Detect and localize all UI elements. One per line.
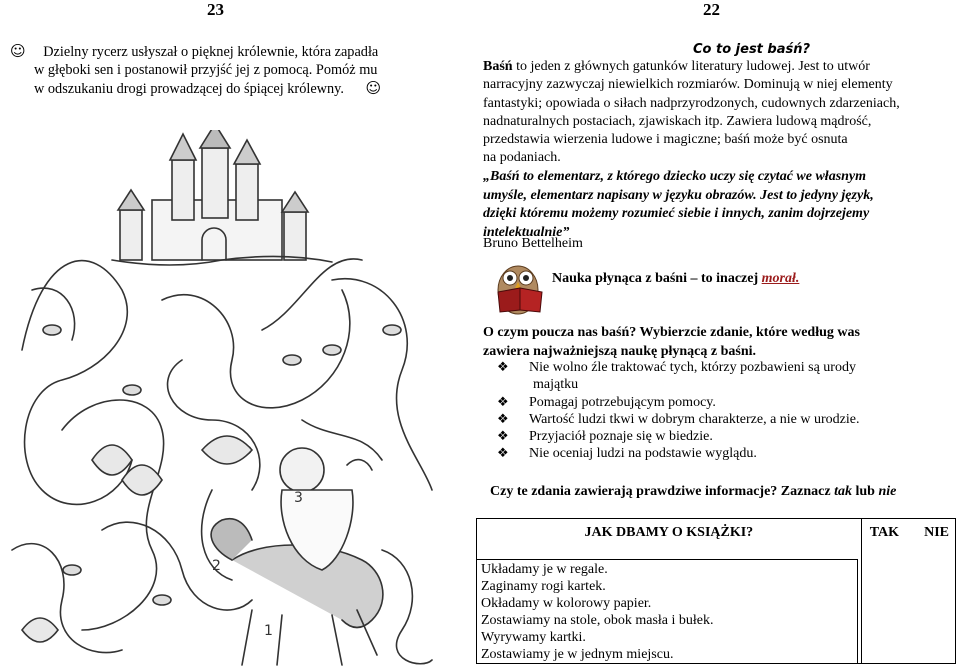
section-heading: Co to jest baśń? [693, 42, 811, 57]
moral-line [552, 271, 799, 287]
table-header [477, 519, 862, 546]
bettelheim-quote [483, 168, 953, 242]
list-item-text: majątku [533, 377, 579, 393]
lesson-list [483, 359, 953, 463]
intro-line-1: Dzielny rycerz usłyszał o pięknej królewnie, która zapadła [43, 44, 379, 60]
page-number-left: 23 [207, 0, 224, 19]
intro-line-3: w odszukaniu drogi prowadzącej do śpiącej królewny. [34, 81, 344, 97]
table-rows-cell [477, 545, 862, 664]
table-row: Okładamy w kolorowy papier. [481, 596, 652, 611]
table-header-label: JAK DBAMY O KSIĄŻKI? [584, 525, 754, 540]
definition-line: narracyjny zazwyczaj niewielkich rozmiarów. Dominują w niej elementy [483, 77, 893, 93]
definition-line: przedstawia wierzenia ludowe i magiczne; baśń może być osnuta [483, 132, 848, 148]
truth-question-nie: nie [878, 484, 897, 499]
table-row: Wyrywamy kartki. [481, 630, 586, 645]
list-item-text: Pomagaj potrzebującym pomocy. [529, 394, 716, 410]
diamond-bullet-icon: ❖ [497, 429, 509, 445]
truth-question [490, 484, 896, 500]
list-item [483, 394, 953, 411]
maze-label-1: 1 [264, 623, 273, 639]
knight-on-horse-icon [211, 448, 383, 665]
table-row: Układamy je w regale. [481, 562, 608, 577]
page-number-right: 22 [703, 0, 720, 19]
smiley-icon: ☺ [10, 42, 26, 60]
list-item [483, 359, 953, 376]
list-item [483, 445, 953, 462]
list-item-text: Nie wolno źle traktować tych, którzy pozbawieni są urody [529, 360, 856, 375]
definition-line: to jeden z głównych gatunków literatury ludowej. Jest to utwór [512, 59, 870, 74]
quote-line: dzięki któremu możemy rozumieć siebie i innych, zanim dojrzejemy [483, 206, 870, 222]
truth-question-tak: tak [834, 484, 852, 499]
maze-illustration [2, 130, 442, 670]
quote-line: intelektualnie” [483, 224, 570, 240]
intro-text [10, 42, 440, 98]
moral-label: Nauka płynąca z baśni – to inaczej [552, 271, 762, 286]
definition-paragraph [483, 58, 953, 168]
owl-reading-icon [490, 260, 548, 316]
diamond-bullet-icon: ❖ [497, 446, 509, 462]
smiley-icon: ☺ [365, 79, 382, 97]
question-line: zawiera najważniejszą naukę płynącą z baśni. [483, 344, 756, 359]
quote-line: umyśle, elementarz napisany w języku obrazów. Jest to jedyny język, [483, 187, 874, 203]
castle-icon [112, 130, 332, 265]
definition-line: nadnaturalnych postaciach, zjawiskach itp. Zawiera ludową mądrość, [483, 113, 872, 129]
list-item [483, 428, 953, 445]
diamond-bullet-icon: ❖ [497, 411, 509, 427]
truth-question-middle: lub [851, 484, 879, 499]
truth-question-prefix: Czy te zdania zawierają prawdziwe informacje? Zaznacz [490, 484, 835, 499]
question-line: O czym poucza nas baśń? Wybierzcie zdanie, które według was [483, 325, 860, 340]
list-item-text: Wartość ludzi tkwi w dobrym charakterze, a nie w urodzie. [529, 411, 860, 427]
list-item-text: Nie oceniaj ludzi na podstawie wyglądu. [529, 446, 757, 462]
col-nie: NIE [924, 525, 949, 540]
quote-author: Bruno Bettelheim [483, 236, 583, 251]
list-item [483, 376, 953, 393]
book-care-table [476, 518, 956, 664]
list-item-text: Przyjaciół poznaje się w biedzie. [529, 429, 713, 445]
diamond-bullet-icon: ❖ [497, 394, 509, 410]
table-row: Zostawiamy na stole, obok masła i bułek. [481, 613, 714, 628]
maze-label-2: 2 [212, 558, 221, 574]
moral-word: morał. [761, 271, 800, 286]
quote-line: „Baśń to elementarz, z którego dziecko uczy się czytać we własnym [483, 169, 867, 184]
list-item [483, 411, 953, 428]
table-row: Zostawiamy je w jednym miejscu. [481, 647, 674, 662]
definition-line: na podaniach. [483, 150, 561, 166]
tak-nie-header [862, 519, 955, 541]
col-tak: TAK [869, 525, 900, 540]
diamond-bullet-icon: ❖ [497, 360, 509, 375]
intro-line-2: w głęboki sen i postanowił przyjść jej z pomocą. Pomóż mu [34, 62, 378, 78]
question-text [483, 323, 860, 361]
maze-label-3: 3 [294, 490, 303, 506]
definition-line: fantastyki; opowiada o siłach nadprzyrodzonych, cudownych zdarzeniach, [483, 95, 900, 111]
table-row: Zaginamy rogi kartek. [481, 579, 606, 594]
tak-nie-column [861, 519, 955, 664]
definition-term: Baśń [483, 59, 513, 74]
